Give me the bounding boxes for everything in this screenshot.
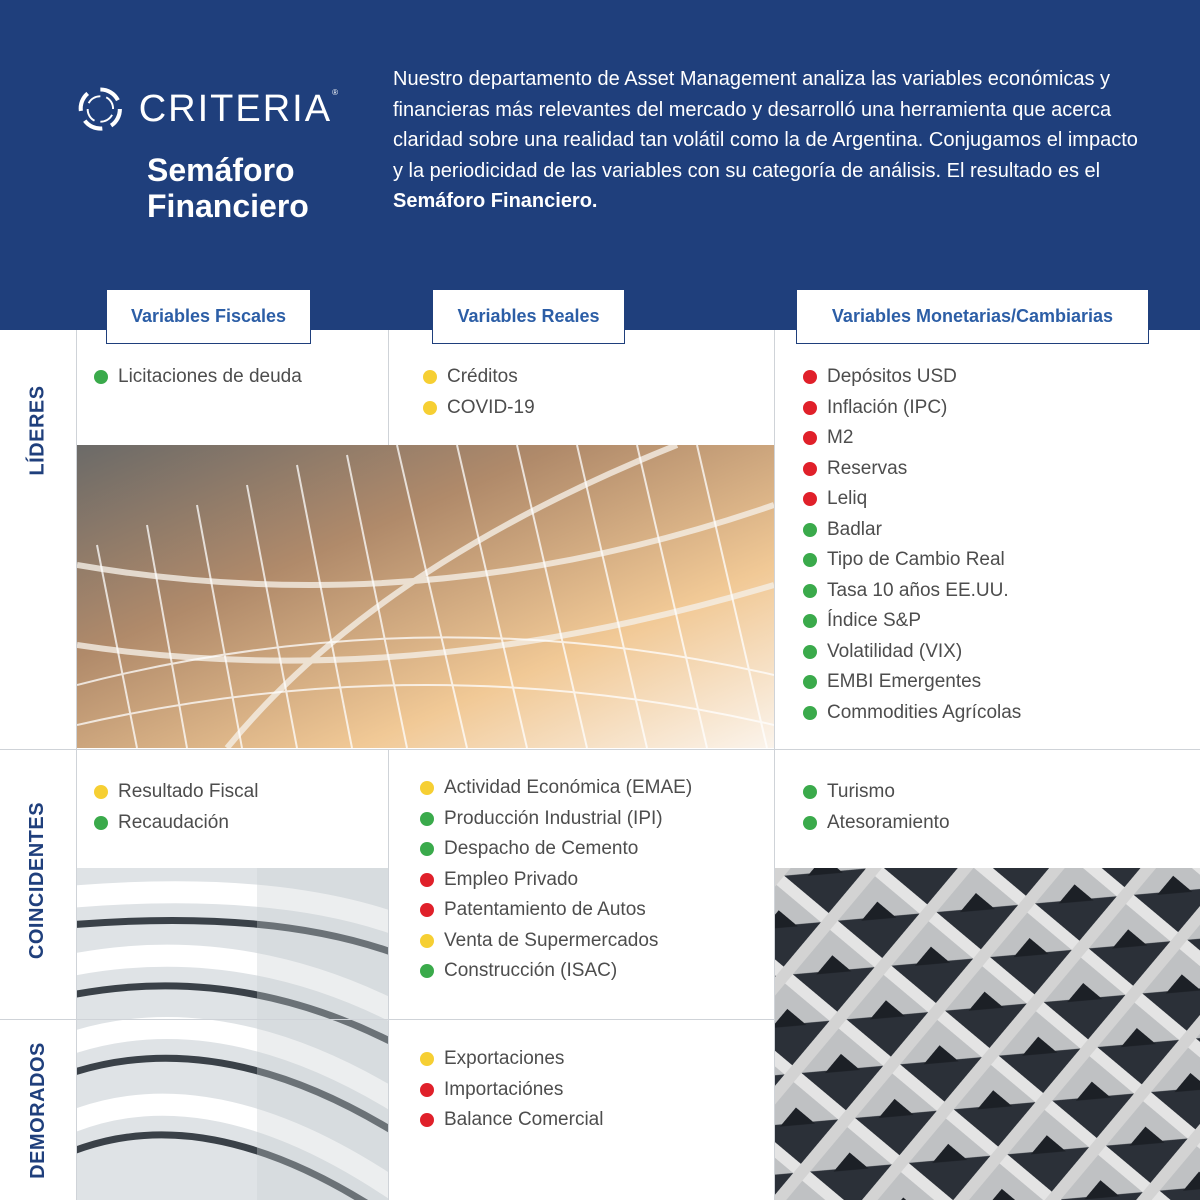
status-red-icon (803, 401, 817, 415)
variable-item (423, 393, 535, 424)
variable-item (803, 545, 1021, 576)
list-demorados-reales (420, 1044, 603, 1136)
variable-item (94, 777, 258, 808)
variable-label: Licitaciones de deuda (118, 366, 302, 388)
variable-label: COVID-19 (447, 396, 535, 418)
column-header-fiscales: Variables Fiscales (106, 289, 311, 344)
variable-item (420, 1075, 603, 1106)
variable-item (420, 865, 692, 896)
variable-label: EMBI Emergentes (827, 671, 982, 693)
variable-item (420, 834, 692, 865)
brand-logo (76, 84, 338, 134)
variable-label: Depósitos USD (827, 366, 957, 388)
status-green-icon (803, 675, 817, 689)
variable-item (803, 777, 950, 808)
status-green-icon (803, 706, 817, 720)
divider-row2-mid (388, 1019, 774, 1020)
column-header-monetarias: Variables Monetarias/Cambiarias (796, 289, 1149, 344)
variable-label: Despacho de Cemento (444, 838, 639, 860)
status-green-icon (803, 785, 817, 799)
variable-label: Construcción (ISAC) (444, 960, 618, 982)
photo-steel-structure (77, 445, 774, 748)
variable-label: Badlar (827, 518, 882, 540)
variable-item (420, 773, 692, 804)
variable-item (94, 362, 302, 393)
status-red-icon (803, 492, 817, 506)
status-yellow-icon (420, 781, 434, 795)
variable-label: Venta de Supermercados (444, 929, 659, 951)
variable-item (803, 576, 1021, 607)
variable-label: Leliq (827, 488, 868, 510)
variable-item (803, 362, 1021, 393)
divider-col1-top (388, 330, 389, 445)
brand-name: CRITERIA® (138, 87, 338, 130)
list-coincidentes-reales (420, 773, 692, 987)
status-red-icon (420, 1083, 434, 1097)
header-band (0, 0, 1200, 330)
variable-label: Actividad Económica (EMAE) (444, 777, 693, 799)
status-green-icon (803, 523, 817, 537)
status-green-icon (803, 645, 817, 659)
list-lideres-reales (423, 362, 535, 423)
status-yellow-icon (423, 401, 437, 415)
status-red-icon (803, 431, 817, 445)
status-green-icon (803, 614, 817, 628)
variable-label: Resultado Fiscal (118, 781, 259, 803)
row-label-demorados: DEMORADOS (26, 1041, 49, 1179)
variable-item (420, 1044, 603, 1075)
variable-label: Importaciónes (444, 1078, 564, 1100)
divider-col2 (774, 330, 775, 1200)
status-yellow-icon (94, 785, 108, 799)
variable-item (803, 515, 1021, 546)
criteria-swirl-icon (76, 84, 125, 134)
status-red-icon (420, 903, 434, 917)
status-green-icon (803, 816, 817, 830)
status-green-icon (94, 816, 108, 830)
variable-label: Créditos (447, 366, 518, 388)
status-red-icon (803, 370, 817, 384)
status-green-icon (420, 964, 434, 978)
variable-item (803, 698, 1021, 729)
intro-bold: Semáforo Financiero. (393, 190, 598, 212)
list-lideres-fiscales (94, 362, 302, 393)
variable-label: Tipo de Cambio Real (827, 549, 1005, 571)
list-coincidentes-monetarias (803, 777, 950, 838)
status-red-icon (420, 1113, 434, 1127)
variable-label: Recaudación (118, 811, 229, 833)
photo-grid-ceiling (775, 868, 1200, 1200)
variable-item (803, 808, 950, 839)
variable-label: Atesoramiento (827, 811, 950, 833)
divider-row1 (0, 749, 1200, 750)
status-yellow-icon (420, 1052, 434, 1066)
status-green-icon (420, 842, 434, 856)
variable-label: Producción Industrial (IPI) (444, 807, 663, 829)
status-green-icon (94, 370, 108, 384)
variable-item (420, 1105, 603, 1136)
variable-label: Tasa 10 años EE.UU. (827, 579, 1009, 601)
variable-item (803, 423, 1021, 454)
variable-item (420, 926, 692, 957)
variable-item (94, 808, 258, 839)
status-green-icon (803, 584, 817, 598)
status-green-icon (803, 553, 817, 567)
variable-label: Commodities Agrícolas (827, 701, 1022, 723)
variable-label: Patentamiento de Autos (444, 899, 646, 921)
column-header-reales: Variables Reales (432, 289, 625, 344)
status-red-icon (803, 462, 817, 476)
variable-item (423, 362, 535, 393)
variable-label: Índice S&P (827, 610, 921, 632)
variable-item (803, 393, 1021, 424)
variable-item (803, 484, 1021, 515)
variable-label: Reservas (827, 457, 908, 479)
status-yellow-icon (420, 934, 434, 948)
variable-item (420, 804, 692, 835)
row-label-lideres: LÍDERES (26, 384, 49, 476)
variable-item (803, 667, 1021, 698)
status-green-icon (420, 812, 434, 826)
photo-curved-building (77, 868, 388, 1200)
page-title: Semáforo Financiero (147, 152, 309, 224)
variable-item (420, 956, 692, 987)
variable-label: Volatilidad (VIX) (827, 640, 963, 662)
divider-row-labels (76, 330, 77, 1200)
status-yellow-icon (423, 370, 437, 384)
variable-label: Turismo (827, 781, 895, 803)
status-red-icon (420, 873, 434, 887)
variable-item (803, 606, 1021, 637)
list-lideres-monetarias (803, 362, 1021, 728)
variable-item (803, 637, 1021, 668)
variable-label: Inflación (IPC) (827, 396, 948, 418)
variable-item (420, 895, 692, 926)
divider-col1-bottom (388, 749, 389, 1200)
variable-label: Empleo Privado (444, 868, 579, 890)
row-label-coincidentes: COINCIDENTES (26, 801, 49, 959)
variable-label: Balance Comercial (444, 1109, 604, 1131)
variable-label: Exportaciones (444, 1048, 565, 1070)
list-coincidentes-fiscales (94, 777, 258, 838)
variable-item (803, 454, 1021, 485)
intro-paragraph: Nuestro departamento de Asset Management analiza las variables económicas y financieras más relevantes del mercado y desarrolló una herramienta que acerca claridad sobre una realidad tan volátil como la de Argentina. Conjugamos el impacto y la periodicidad de las variables con su categoría de análisis. El resultado es el Semáforo Financiero. (393, 68, 1138, 212)
variable-label: M2 (827, 427, 854, 449)
